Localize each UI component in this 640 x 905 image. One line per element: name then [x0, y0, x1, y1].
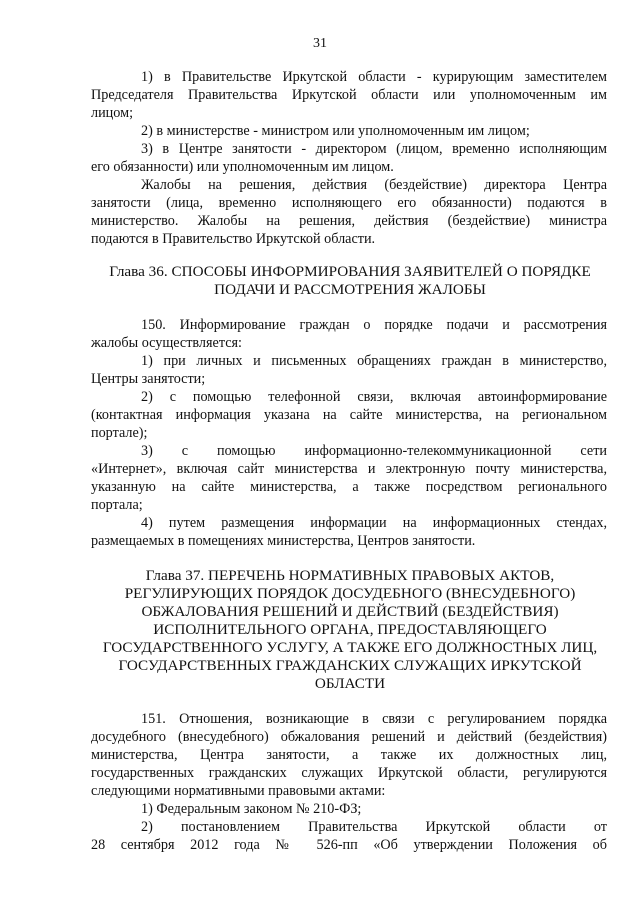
chapter-heading: ОБЛАСТИ — [314, 675, 386, 692]
paragraph-line: 28 сентября 2012 года № 526-пп «Об утверждении Положения об — [91, 837, 607, 853]
paragraph-line: 151. Отношения, возникающие в связи с регулированием порядка — [141, 711, 607, 727]
list-item: 1) Федеральным законом № 210-ФЗ; — [141, 801, 362, 817]
paragraph-line: указанную на сайте министерства, а также посредством регионального — [91, 479, 607, 495]
paragraph-line: «Интернет», включая сайт министерства и электронную почту министерства, — [91, 461, 607, 477]
paragraph-line: Председателя Правительства Иркутской области или уполномоченным им — [91, 87, 607, 103]
paragraph-line: Жалобы на решения, действия (бездействие) директора Центра — [141, 177, 607, 193]
paragraph-line: жалобы осуществляется: — [91, 335, 242, 351]
paragraph-line: министерства, Центра занятости, а также их должностных лиц, — [91, 747, 607, 763]
paragraph-line: Центры занятости; — [91, 371, 206, 387]
chapter-heading: Глава 36. СПОСОБЫ ИНФОРМИРОВАНИЯ ЗАЯВИТЕЛЕЙ О ПОРЯДКЕ — [109, 263, 591, 280]
chapter-heading: ГОСУДАРСТВЕННОГО УСЛУГУ, А ТАКЖЕ ЕГО ДОЛЖНОСТНЫХ ЛИЦ, — [102, 639, 598, 656]
paragraph-line: министерство. Жалобы на решения, действия (бездействие) министра — [91, 213, 607, 229]
list-item: 2) с помощью телефонной связи, включая автоинформирование — [141, 389, 607, 405]
paragraph-line: подаются в Правительство Иркутской области. — [91, 231, 376, 247]
paragraph-line: занятости (лица, временно исполняющего его обязанности) подаются в — [91, 195, 607, 211]
paragraph-line: государственных гражданских служащих Иркутской области, регулируются — [91, 765, 607, 781]
paragraph-line: 2) в министерстве - министром или уполномоченным им лицом; — [141, 123, 530, 139]
paragraph-line: 1) в Правительстве Иркутской области - курирующим заместителем — [141, 69, 607, 85]
paragraph-line: 150. Информирование граждан о порядке подачи и рассмотрения — [141, 317, 607, 333]
page-number: 31 — [313, 36, 327, 51]
list-item: 1) при личных и письменных обращениях граждан в министерство, — [141, 353, 607, 369]
list-item: 4) путем размещения информации на информационных стендах, — [141, 515, 607, 531]
chapter-heading: ПОДАЧИ И РАССМОТРЕНИЯ ЖАЛОБЫ — [214, 281, 486, 298]
paragraph-line: досудебного (внесудебного) обжалования решений и действий (бездействия) — [91, 729, 607, 745]
paragraph-line: портале); — [91, 425, 148, 441]
list-item: 3) с помощью информационно-телекоммуникационной сети — [141, 443, 607, 459]
paragraph-line: портала; — [91, 497, 143, 513]
paragraph-line: его обязанности) или уполномоченным им лицом. — [91, 159, 394, 175]
chapter-heading: РЕГУЛИРУЮЩИХ ПОРЯДОК ДОСУДЕБНОГО (ВНЕСУДЕБНОГО) — [124, 585, 576, 602]
paragraph-line: лицом; — [91, 105, 134, 121]
list-item: 2) постановлением Правительства Иркутской области от — [141, 819, 607, 835]
chapter-heading: Глава 37. ПЕРЕЧЕНЬ НОРМАТИВНЫХ ПРАВОВЫХ АКТОВ, — [145, 567, 555, 584]
chapter-heading: ИСПОЛНИТЕЛЬНОГО ОРГАНА, ПРЕДОСТАВЛЯЮЩЕГО — [153, 621, 547, 638]
paragraph-line: следующими нормативными правовыми актами: — [91, 783, 386, 799]
chapter-heading: ГОСУДАРСТВЕННЫХ ГРАЖДАНСКИХ СЛУЖАЩИХ ИРКУТСКОЙ — [118, 657, 582, 674]
chapter-heading: ОБЖАЛОВАНИЯ РЕШЕНИЙ И ДЕЙСТВИЙ (БЕЗДЕЙСТВИЯ) — [141, 603, 559, 620]
paragraph-line: (контактная информация указана на сайте министерства, на региональном — [91, 407, 607, 423]
paragraph-line: 3) в Центре занятости - директором (лицом, временно исполняющим — [141, 141, 607, 157]
paragraph-line: размещаемых в помещениях министерства, Центров занятости. — [91, 533, 476, 549]
